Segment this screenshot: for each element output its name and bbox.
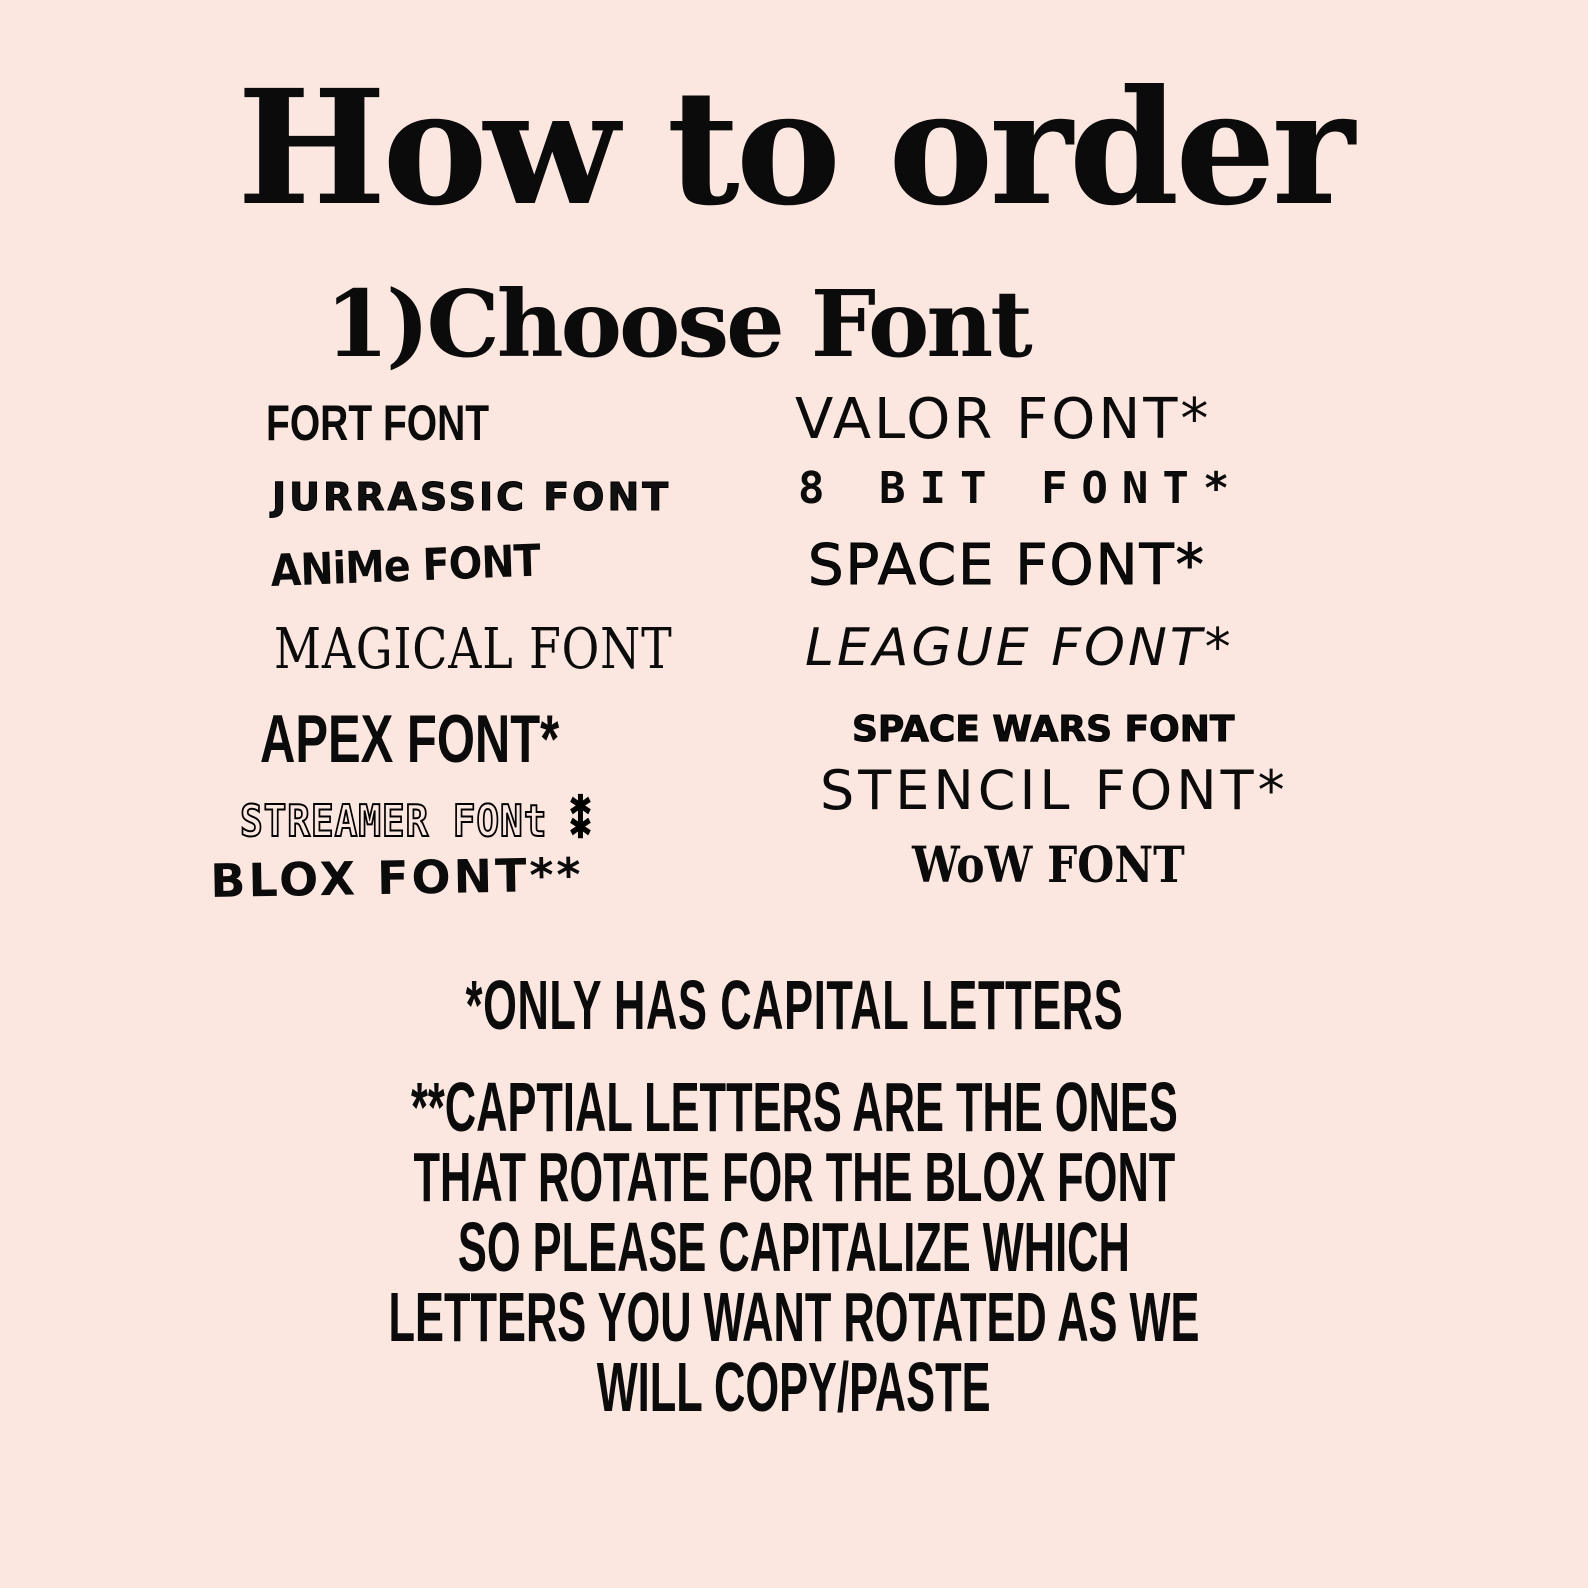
page-title: How to order [237, 56, 1351, 241]
font-option-blox: BLOX FONT** [209, 847, 585, 908]
capital-letters-note-text: *ONLY HAS CAPITAL LETTERS [465, 966, 1123, 1044]
font-option-valor: VALOR FONT* [795, 387, 1212, 452]
blox-font-note [0, 1068, 1588, 1426]
font-option-anime: ANiMe FONT [269, 535, 541, 597]
font-option-space-wars: SPACE WARS FONT [852, 709, 1235, 750]
font-option-8-bit: 8 BIT FONT* [798, 463, 1244, 514]
font-option-jurrassic: JURRASSIC FONT [272, 475, 672, 519]
blox-note-line: WILL COPY/PASTE [597, 1348, 991, 1426]
blox-note-line: LETTERS YOU WANT ROTATED AS WE [388, 1278, 1200, 1356]
blox-note-line: **CAPTIAL LETTERS ARE THE ONES [410, 1068, 1178, 1146]
blox-note-line: SO PLEASE CAPITALIZE WHICH [458, 1208, 1130, 1286]
capital-letters-note [0, 966, 1588, 1044]
blox-note-line: THAT ROTATE FOR THE BLOX FONT [413, 1138, 1175, 1216]
font-option-fort: FORT FONT [266, 395, 490, 451]
font-option-apex: APEX FONT* [260, 701, 560, 777]
font-option-streamer: STREAMER FONt ⁑ [240, 796, 591, 847]
font-option-magical: MAGICAL FONT [274, 617, 673, 682]
font-option-league: LEAGUE FONT* [805, 618, 1234, 678]
font-option-stencil: STENCIL FONT* [820, 759, 1289, 822]
step-heading: 1)Choose Font [325, 270, 1030, 378]
font-option-space: SPACE FONT* [808, 533, 1206, 598]
font-option-wow: WoW FONT [912, 835, 1185, 894]
